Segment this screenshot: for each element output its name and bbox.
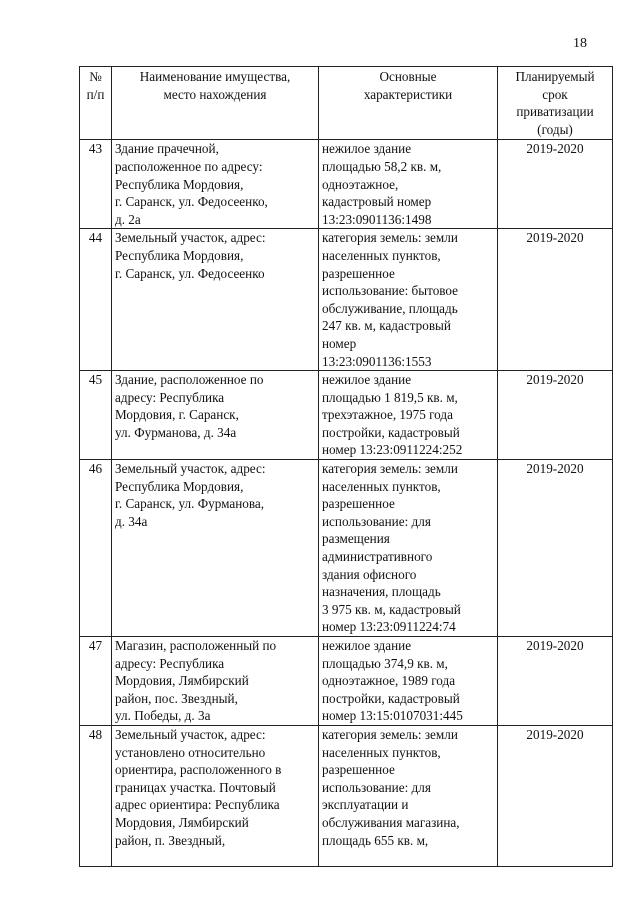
- row-number: 43: [80, 140, 112, 229]
- property-characteristics: нежилое здание площадью 58,2 кв. м, одноэтажное, кадастровый номер 13:23:0901136:1498: [319, 140, 498, 229]
- property-characteristics: нежилое здание площадью 1 819,5 кв. м, трехэтажное, 1975 года постройки, кадастровый номер 13:23:0911224:252: [319, 371, 498, 460]
- header-characteristics: Основные характеристики: [319, 67, 498, 140]
- privatization-period: 2019-2020: [498, 140, 613, 229]
- row-number: 47: [80, 637, 112, 726]
- property-name: Земельный участок, адрес: Республика Мордовия, г. Саранск, ул. Федосеенко: [112, 229, 319, 371]
- table-row: [80, 725, 613, 866]
- table-row: [80, 140, 613, 229]
- row-number: 46: [80, 460, 112, 637]
- header-number: № п/п: [80, 67, 112, 140]
- privatization-period: 2019-2020: [498, 371, 613, 460]
- property-name: Здание прачечной, расположенное по адресу: Республика Мордовия, г. Саранск, ул. Федосеенко, д. 2а: [112, 140, 319, 229]
- row-number: 44: [80, 229, 112, 371]
- privatization-period: 2019-2020: [498, 725, 613, 866]
- header-name-location: Наименование имущества, место нахождения: [112, 67, 319, 140]
- property-characteristics: категория земель: земли населенных пунктов, разрешенное использование: для эксплуатации и обслуживания магазина, площадь 655 кв. м,: [319, 725, 498, 866]
- table-row: [80, 371, 613, 460]
- table-row: [80, 460, 613, 637]
- page-number: 18: [573, 36, 587, 51]
- privatization-period: 2019-2020: [498, 229, 613, 371]
- row-number: 48: [80, 725, 112, 866]
- table-row: [80, 637, 613, 726]
- property-name: Земельный участок, адрес: Республика Мордовия, г. Саранск, ул. Фурманова, д. 34а: [112, 460, 319, 637]
- property-table: [79, 66, 613, 867]
- privatization-period: 2019-2020: [498, 637, 613, 726]
- property-characteristics: нежилое здание площадью 374,9 кв. м, одноэтажное, 1989 года постройки, кадастровый номер 13:15:0107031:445: [319, 637, 498, 726]
- privatization-period: 2019-2020: [498, 460, 613, 637]
- property-characteristics: категория земель: земли населенных пунктов, разрешенное использование: бытовое обслуживание, площадь 247 кв. м, кадастровый номер 13:23:0901136:1553: [319, 229, 498, 371]
- row-number: 45: [80, 371, 112, 460]
- header-privatization-period: Планируемый срок приватизации (годы): [498, 67, 613, 140]
- table-header-row: [80, 67, 613, 140]
- property-name: Магазин, расположенный по адресу: Республика Мордовия, Лямбирский район, пос. Звездный, ул. Победы, д. 3а: [112, 637, 319, 726]
- table-row: [80, 229, 613, 371]
- property-characteristics: категория земель: земли населенных пунктов, разрешенное использование: для размещения административного здания офисного назначения, площадь 3 975 кв. м, кадастровый номер 13:23:0911224:74: [319, 460, 498, 637]
- property-name: Здание, расположенное по адресу: Республика Мордовия, г. Саранск, ул. Фурманова, д. 34а: [112, 371, 319, 460]
- property-name: Земельный участок, адрес: установлено относительно ориентира, расположенного в границах участка. Почтовый адрес ориентира: Республика Мордовия, Лямбирский район, п. Звездный,: [112, 725, 319, 866]
